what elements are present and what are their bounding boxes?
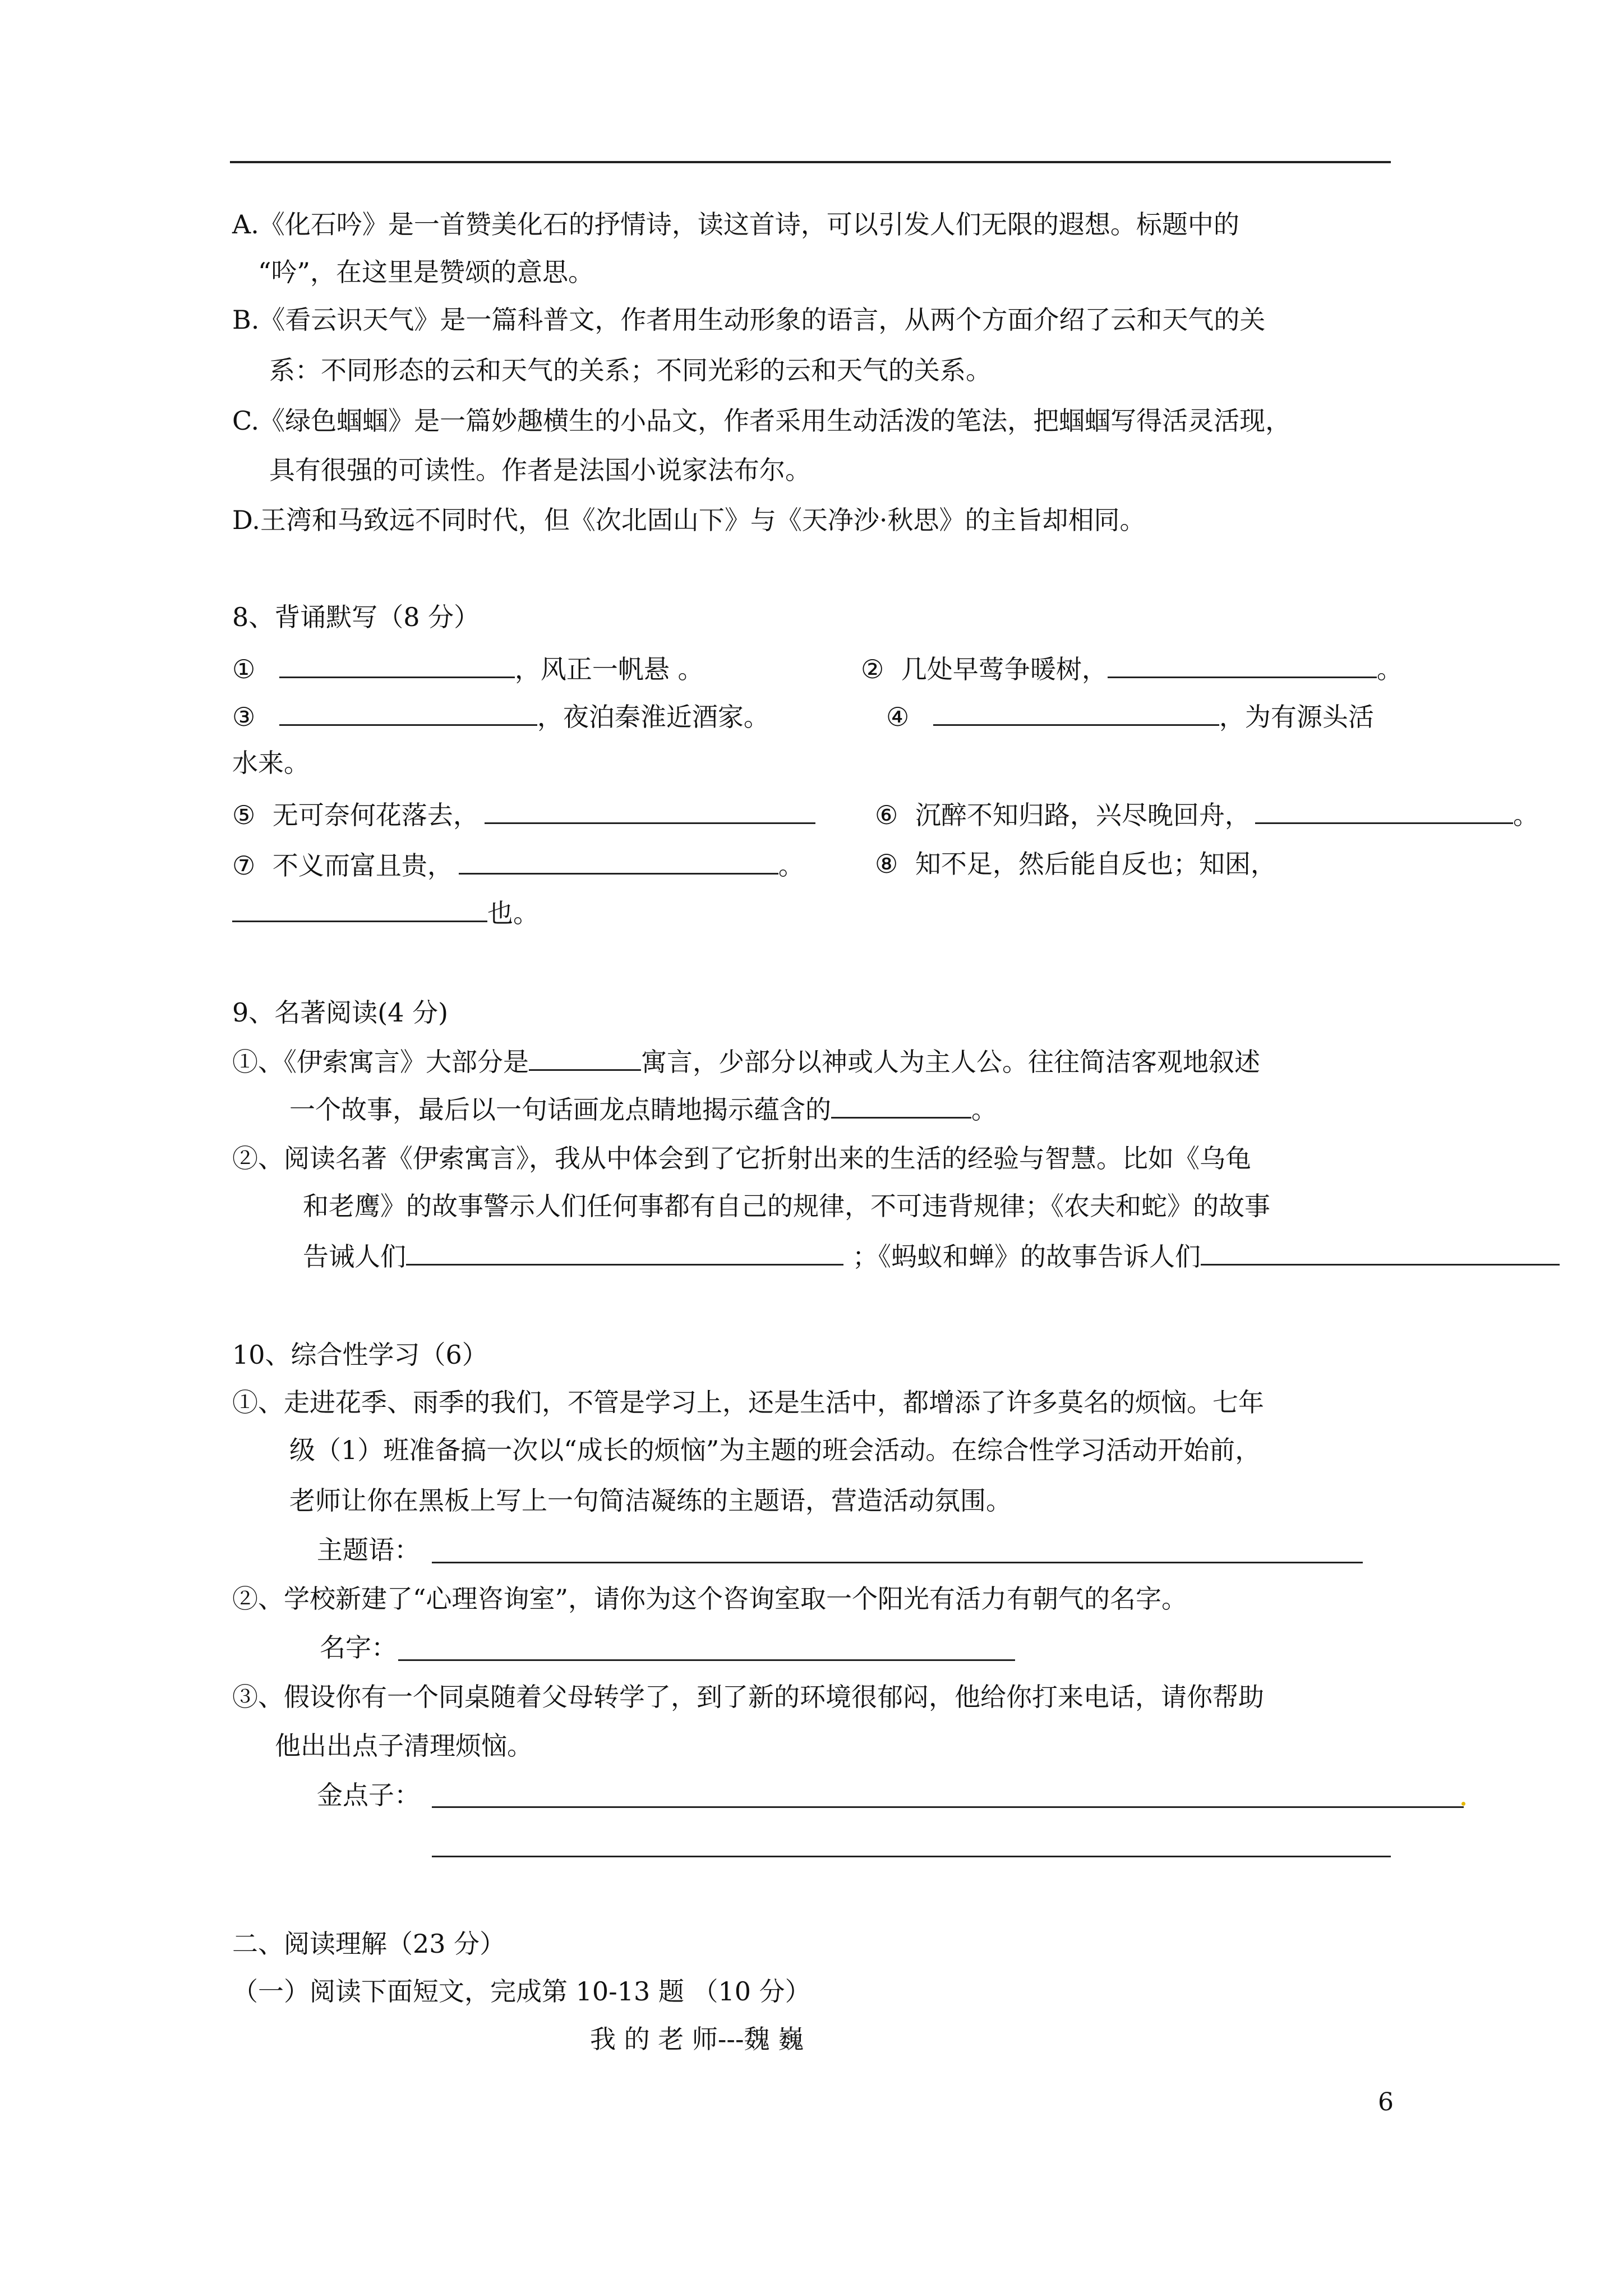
answer-blank[interactable] — [279, 698, 537, 726]
q10-p1-line2: 级（1）班准备搞一次以“成长的烦恼”为主题的班会活动。在综合性学习活动开始前， — [289, 1435, 1261, 1465]
q8-item8 — [875, 847, 1276, 881]
item-text: 不义而富且贵， — [272, 850, 453, 881]
item-number: ③ — [232, 702, 256, 732]
option-d-line1: D.王湾和马致远不同时代，但《次北固山下》与《天净沙·秋思》的主旨却相同。 — [232, 505, 1146, 535]
answer-blank[interactable] — [831, 1091, 971, 1119]
q9-p2-line1: ②、阅读名著《伊索寓言》，我从中体会到了它折射出来的生活的经验与智慧。比如《乌龟 — [232, 1143, 1251, 1174]
q10-p1-line1: ①、走进花季、雨季的我们，不管是学习上，还是生活中，都增添了许多莫名的烦恼。七年 — [232, 1387, 1264, 1418]
q8-title: 8、背诵默写（8 分） — [232, 602, 480, 632]
q8-item3 — [232, 698, 769, 734]
q8-item8-cont — [232, 895, 539, 930]
item-text: ，风正一帆悬 。 — [514, 654, 704, 684]
item-text: 知不足，然后能自反也；知困， — [915, 849, 1276, 879]
option-b-line2: 系：不同形态的云和天气的关系；不同光彩的云和天气的关系。 — [269, 355, 992, 385]
item-text: 沉醉不知归路，兴尽晚回舟， — [915, 800, 1251, 830]
q10-title: 10、综合性学习（6） — [232, 1340, 488, 1370]
item-number: ④ — [886, 702, 910, 732]
item-text: 无可奈何花落去， — [272, 800, 479, 830]
q8-item7 — [232, 847, 804, 882]
tip-answer-line-1[interactable] — [432, 1806, 1464, 1808]
item-text: 。 — [1513, 800, 1539, 830]
q10-p3-line2: 他出出点子清理烦恼。 — [275, 1731, 533, 1761]
answer-blank[interactable] — [933, 698, 1219, 726]
option-a-line1: A.《化石吟》是一首赞美化石的抒情诗，读这首诗，可以引发人们无限的遐想。标题中的 — [232, 209, 1239, 240]
item-text: ，为有源头活 — [1219, 702, 1374, 732]
q9-text: ①、《伊索寓言》大部分是 — [232, 1047, 529, 1077]
section2-title: 二、阅读理解（23 分） — [232, 1929, 506, 1959]
answer-blank[interactable] — [459, 847, 778, 875]
q10-p2: ②、学校新建了“心理咨询室”，请你为这个咨询室取一个阳光有活力有朝气的名字。 — [232, 1584, 1188, 1614]
item-number: ⑦ — [232, 850, 256, 881]
q10-p1-line3: 老师让你在黑板上写上一句简洁凝练的主题语，营造活动氛围。 — [289, 1485, 1012, 1516]
yellow-mark — [1461, 1802, 1465, 1806]
answer-blank[interactable] — [485, 797, 815, 824]
q9-text: ；《蚂蚁和蝉》的故事告诉人们 — [852, 1241, 1201, 1272]
q8-item4 — [886, 698, 1374, 734]
q8-item1 — [232, 651, 704, 686]
q9-text: 告诫人们 — [303, 1241, 406, 1272]
answer-blank[interactable] — [1108, 651, 1377, 678]
page-number: 6 — [1378, 2088, 1394, 2116]
q9-title: 9、名著阅读(4 分) — [232, 997, 449, 1028]
q9-p1-line1 — [232, 1043, 1260, 1079]
item-text: 。 — [778, 850, 804, 881]
answer-blank[interactable] — [279, 651, 515, 678]
answer-blank[interactable] — [1255, 797, 1513, 824]
q8-item6 — [875, 797, 1539, 832]
header-rule — [230, 161, 1391, 163]
theme-label: 主题语： — [317, 1535, 420, 1565]
q10-p3-line1: ③、假设你有一个同桌随着父母转学了，到了新的环境很郁闷，他给你打来电话，请你帮助 — [232, 1682, 1264, 1712]
article-title: 我 的 老 师---魏 巍 — [590, 2024, 804, 2054]
q8-item4-cont: 水来。 — [232, 748, 310, 778]
option-b-line1: B.《看云识天气》是一篇科普文，作者用生动形象的语言，从两个方面介绍了云和天气的关 — [232, 305, 1266, 335]
item-text: ，夜泊秦淮近酒家。 — [537, 702, 769, 732]
option-c-line2: 具有很强的可读性。作者是法国小说家法布尔。 — [269, 455, 811, 485]
q9-text: 一个故事，最后以一句话画龙点睛地揭示蕴含的 — [289, 1094, 831, 1125]
q8-item5 — [232, 797, 815, 832]
q9-p2-line3 — [303, 1238, 1560, 1273]
option-a-line2: “吟”，在这里是赞颂的意思。 — [258, 257, 594, 287]
answer-blank[interactable] — [406, 1238, 843, 1266]
answer-blank[interactable] — [1201, 1238, 1560, 1266]
item-number: ① — [232, 654, 256, 684]
item-number: ⑧ — [875, 849, 898, 879]
name-label: 名字： — [320, 1632, 397, 1663]
tip-label: 金点子： — [317, 1780, 420, 1810]
name-answer-line[interactable] — [398, 1659, 1015, 1661]
theme-answer-line[interactable] — [432, 1562, 1363, 1563]
option-c-line1: C.《绿色蝈蝈》是一篇妙趣横生的小品文，作者采用生动活泼的笔法，把蝈蝈写得活灵活现， — [232, 406, 1292, 436]
item-text: 。 — [1376, 654, 1403, 684]
item-number: ② — [861, 654, 884, 684]
answer-blank[interactable] — [232, 895, 487, 922]
q9-p2-line2: 和老鹰》的故事警示人们任何事都有自己的规律，不可违背规律；《农夫和蛇》的故事 — [303, 1191, 1270, 1221]
tip-answer-line-2[interactable] — [432, 1856, 1391, 1857]
q8-item2 — [861, 651, 1403, 686]
q9-p1-line2 — [289, 1091, 997, 1126]
item-text: 几处早莺争暖树， — [901, 654, 1108, 684]
item-number: ⑥ — [875, 800, 898, 830]
answer-blank[interactable] — [529, 1043, 641, 1071]
item-number: ⑤ — [232, 800, 256, 830]
q9-text: 。 — [971, 1094, 997, 1125]
section2-subtitle: （一）阅读下面短文，完成第 10-13 题 （10 分） — [232, 1976, 811, 2007]
item-text: 也。 — [487, 898, 539, 928]
q9-text: 寓言，少部分以神或人为主人公。往往简洁客观地叙述 — [641, 1047, 1260, 1077]
